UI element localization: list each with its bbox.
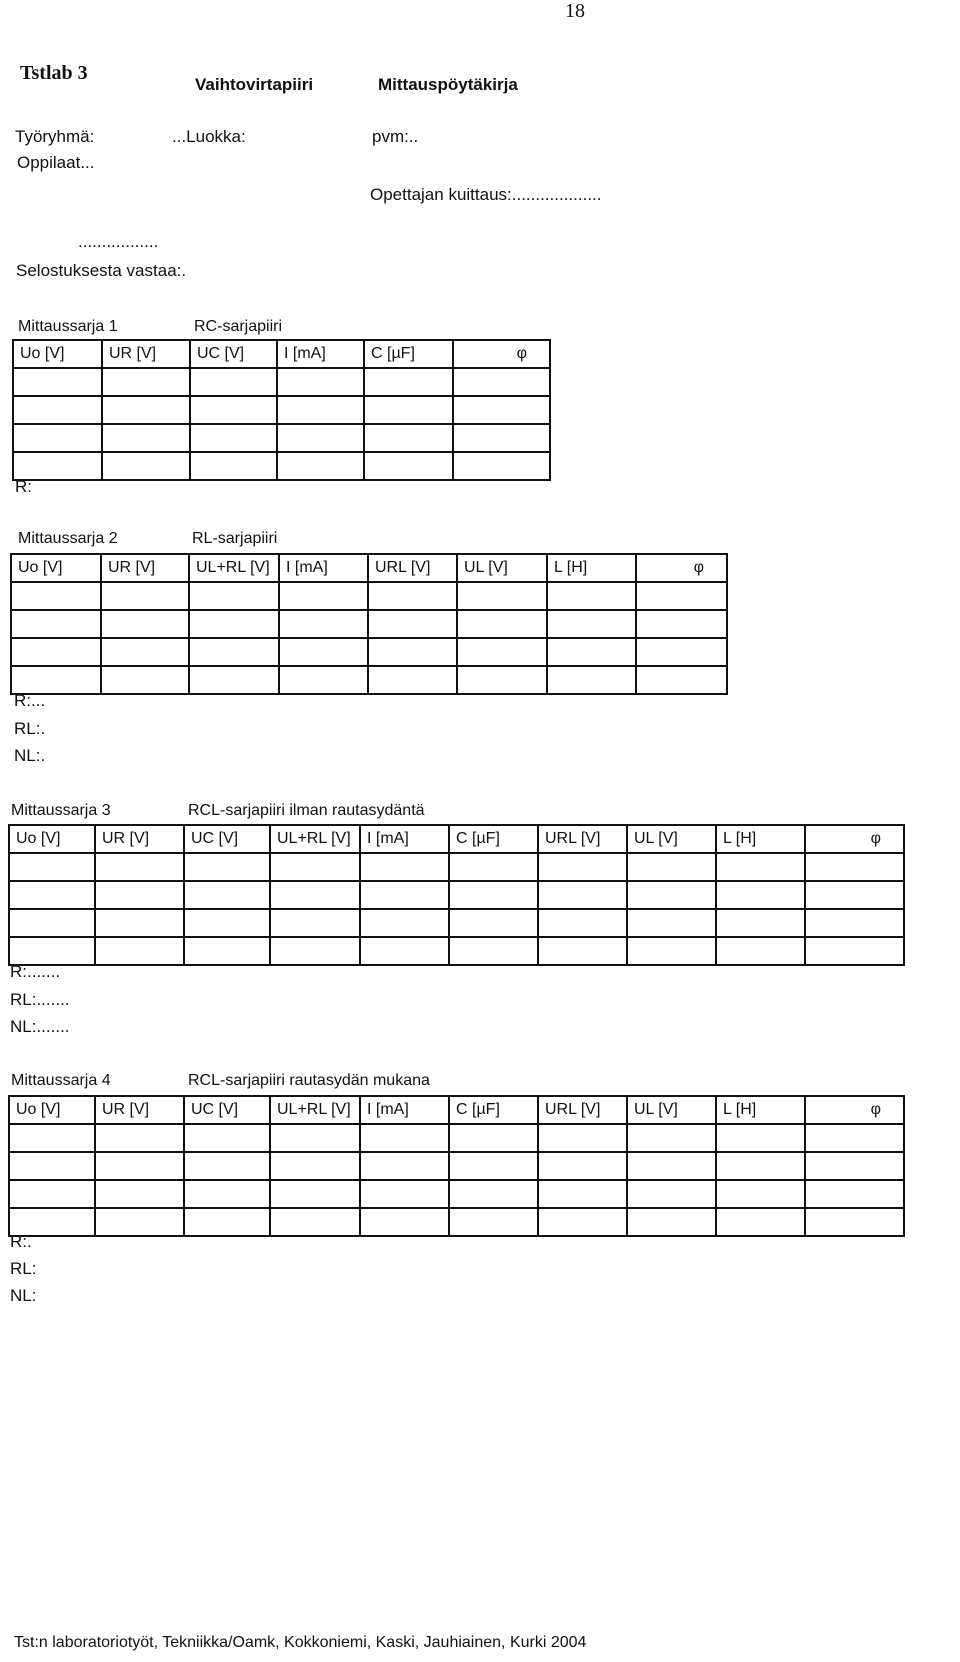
table-row xyxy=(9,1152,904,1180)
table-row xyxy=(11,610,727,638)
column-header: URL [V] xyxy=(538,825,627,853)
column-header: UL+RL [V] xyxy=(189,554,279,582)
table-row xyxy=(9,1208,904,1236)
series-4-note: R:. xyxy=(10,1232,32,1251)
series-3-note: R:....... xyxy=(10,962,61,981)
table-header-row xyxy=(13,340,550,368)
table-row xyxy=(11,582,727,610)
series-1-note: R: xyxy=(15,477,32,496)
column-header: I [mA] xyxy=(279,554,368,582)
date-label: pvm:.. xyxy=(372,127,419,146)
column-header: UR [V] xyxy=(95,825,184,853)
series-3-table xyxy=(8,824,905,966)
table-row xyxy=(9,909,904,937)
column-header: UL [V] xyxy=(627,1096,716,1124)
column-header: Uo [V] xyxy=(13,340,102,368)
column-header: I [mA] xyxy=(360,825,449,853)
series-3-title: Mittaussarja 3 xyxy=(11,802,111,819)
series-3-circuit: RCL-sarjapiiri ilman rautasydäntä xyxy=(188,802,425,819)
series-2-note: R:... xyxy=(14,691,46,710)
column-header: UR [V] xyxy=(102,340,190,368)
teacher-ack-label: Opettajan kuittaus:................... xyxy=(370,185,602,204)
column-header: Uo [V] xyxy=(9,1096,95,1124)
column-header: C [µF] xyxy=(364,340,453,368)
table-header-row xyxy=(9,825,904,853)
series-3-note: RL:....... xyxy=(10,990,70,1009)
column-header: UC [V] xyxy=(184,1096,270,1124)
footer-text: Tst:n laboratoriotyöt, Tekniikka/Oamk, Kokkoniemi, Kaski, Jauhiainen, Kurki 2004 xyxy=(14,1634,587,1651)
column-header: Uo [V] xyxy=(9,825,95,853)
column-header: URL [V] xyxy=(538,1096,627,1124)
series-2-table xyxy=(10,553,728,695)
column-header: φ xyxy=(805,825,904,853)
column-header: C [µF] xyxy=(449,825,538,853)
column-header: URL [V] xyxy=(368,554,457,582)
column-header: UL [V] xyxy=(457,554,547,582)
column-header: UL+RL [V] xyxy=(270,825,360,853)
table-row xyxy=(13,424,550,452)
series-1-title: Mittaussarja 1 xyxy=(18,318,118,335)
table-row xyxy=(11,638,727,666)
table-row xyxy=(13,396,550,424)
table-row xyxy=(9,1124,904,1152)
column-header: UL [V] xyxy=(627,825,716,853)
column-header: φ xyxy=(636,554,727,582)
students-label: Oppilaat... xyxy=(17,153,95,172)
group-label: Työryhmä: xyxy=(15,127,95,146)
topic-title: Vaihtovirtapiiri xyxy=(195,75,314,94)
table-header-row xyxy=(9,1096,904,1124)
column-header: I [mA] xyxy=(360,1096,449,1124)
column-header: UC [V] xyxy=(190,340,277,368)
series-4-note: RL: xyxy=(10,1259,37,1278)
series-2-note: NL:. xyxy=(14,746,46,765)
series-4-circuit: RCL-sarjapiiri rautasydän mukana xyxy=(188,1072,430,1089)
table-row xyxy=(9,937,904,965)
column-header: φ xyxy=(453,340,550,368)
table-row xyxy=(9,881,904,909)
doc-title: Mittauspöytäkirja xyxy=(378,75,518,94)
series-4-table xyxy=(8,1095,905,1237)
table-row xyxy=(13,368,550,396)
column-header: C [µF] xyxy=(449,1096,538,1124)
table-row xyxy=(9,1180,904,1208)
column-header: L [H] xyxy=(547,554,636,582)
dotted-line: ................. xyxy=(78,232,159,251)
table-row xyxy=(11,666,727,694)
class-label: ...Luokka: xyxy=(172,127,246,146)
column-header: Uo [V] xyxy=(11,554,101,582)
column-header: UR [V] xyxy=(101,554,189,582)
series-2-circuit: RL-sarjapiiri xyxy=(192,530,278,547)
column-header: I [mA] xyxy=(277,340,364,368)
course-title: Tstlab 3 xyxy=(20,62,88,84)
column-header: φ xyxy=(805,1096,904,1124)
series-2-note: RL:. xyxy=(14,719,46,738)
report-responsible-label: Selostuksesta vastaa:. xyxy=(16,261,187,280)
series-4-title: Mittaussarja 4 xyxy=(11,1072,111,1089)
series-1-circuit: RC-sarjapiiri xyxy=(194,318,283,335)
series-3-note: NL:....... xyxy=(10,1017,70,1036)
table-row xyxy=(9,853,904,881)
series-1-table xyxy=(12,339,551,481)
column-header: UR [V] xyxy=(95,1096,184,1124)
table-header-row xyxy=(11,554,727,582)
column-header: UL+RL [V] xyxy=(270,1096,360,1124)
column-header: L [H] xyxy=(716,825,805,853)
table-row xyxy=(13,452,550,480)
series-2-title: Mittaussarja 2 xyxy=(18,530,118,547)
series-4-note: NL: xyxy=(10,1286,37,1305)
page-number: 18 xyxy=(565,0,585,22)
column-header: L [H] xyxy=(716,1096,805,1124)
column-header: UC [V] xyxy=(184,825,270,853)
